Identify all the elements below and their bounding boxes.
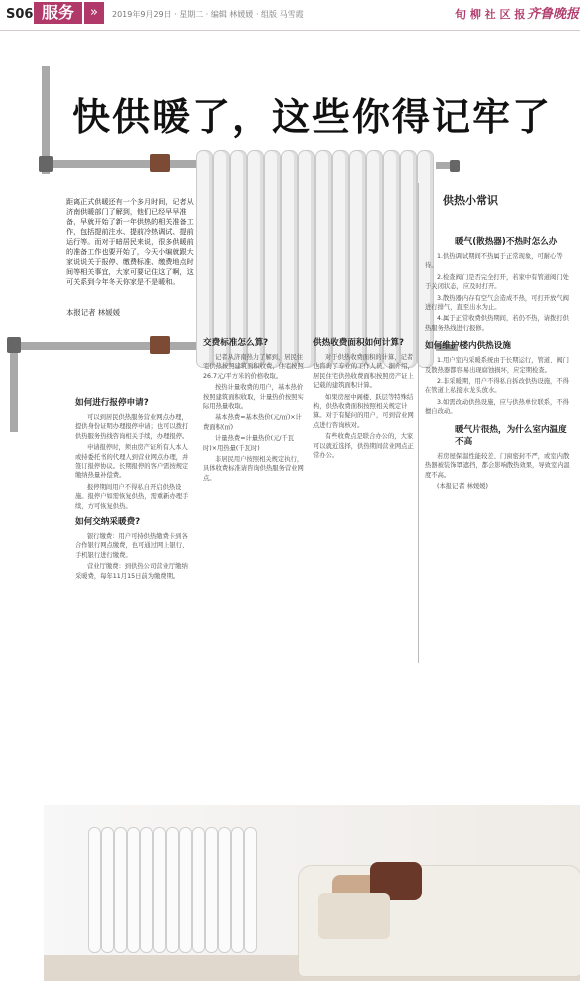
headline: 快供暖了，这些你得记牢了 — [72, 95, 553, 139]
throw-blanket — [318, 893, 390, 939]
paragraph: 3.如需改动供热设施，应与供热单位联系，不得擅自改动。 — [425, 398, 569, 416]
living-room-photo — [44, 805, 580, 981]
section-heading: 如何交纳采暖费? — [75, 517, 141, 528]
pipe-elbow — [450, 160, 460, 172]
paragraph: 若房屋保温性能较差、门窗密封不严，或室内散热器被装饰罩遮挡，都会影响散热效果，导致室内温度不高。 — [425, 452, 570, 479]
radiator-photo-fin — [166, 827, 179, 953]
radiator-photo-fin — [218, 827, 231, 953]
sidebar-heading: 暖气片很热，为什么室内温度不高 — [455, 424, 567, 447]
sidebar-heading: 暖气(散热器)不热时怎么办 — [455, 237, 558, 247]
pipe-horizontal-top — [42, 160, 202, 168]
pipe-joint — [39, 156, 53, 172]
page-header — [0, 0, 580, 31]
radiator-photo-fin — [140, 827, 153, 953]
paragraph: 申请报停时，须由房产证所有人本人或持委托书的代理人到营业网点办理，并签订报停协议。长期报停的客户需按规定缴纳热量补偿费。 — [75, 444, 189, 480]
article-column-2 — [203, 332, 305, 804]
paragraph: 2.检查阀门是否完全打开，若家中有管道阀门处于关闭状态，应及时打开。 — [425, 273, 569, 291]
article-intro: 距离正式供暖还有一个多月时间，记者从济南供暖部门了解到，他们已经早早准备，早就开始了新一年供热的相关准备工作，包括提前注水、提前冷热调试、提前运行等。而对于暗居民来说，很多供暖前的准备工作也要开始了，今天小编就跟大家说说关于报停、缴费标准、缴费地点时间等相关事宜，大家可要记住这了啊，这可关系到今年冬天你家是不是暖和。 — [66, 197, 194, 286]
sidebar-title: 供热小常识 — [443, 194, 498, 207]
section-label: 服务 — [34, 2, 82, 24]
section-heading: 交费标准怎么算? — [203, 338, 269, 348]
paragraph: 2.非采暖期，用户不得私自拆改供热设施，不得在管道上私接水龙头放水。 — [425, 378, 569, 395]
paragraph: 银行缴费：用户可持供热缴费卡到各合作银行网点缴费，也可通过网上银行、手机银行进行缴费。 — [75, 533, 189, 559]
radiator-photo-fin — [101, 827, 114, 953]
radiator-photo-fin — [244, 827, 257, 953]
chevron-right-icon: » — [84, 2, 104, 24]
radiator-photo-fin — [205, 827, 218, 953]
paragraph: 按热计量收费的用户，基本热价按照建筑面积收取，计量热价按照实际用热量收取。 — [203, 384, 304, 411]
paragraph: 1.用户室内采暖系统由于长期运行，管道、阀门及散热器都容易出现腐蚀损坏，应定期检查。 — [425, 357, 569, 374]
column-title: 旬 柳 社 区 报 — [455, 8, 526, 21]
formula: 计量热费=计量热价(元/千瓦时)×用热量(千瓦时) — [203, 435, 295, 452]
page-number: S06 — [6, 7, 34, 22]
formula: 基本热费=基本热价(元/㎡)×计费面积(㎡) — [203, 414, 302, 431]
radiator-photo-fin — [179, 827, 192, 953]
paragraph: 如果房屋中阁楼、跃层等特殊结构，供热收费面积按照相关规定计算。对于有疑问的用户，可到营业网点进行咨询核对。 — [313, 393, 414, 429]
paragraph: 记者从济南热力了解到，居民住宅供热按照建筑面积收费，住宅按照26.7元/平方米的价格收取。 — [203, 354, 304, 380]
article-byline: 本报记者 林媛媛 — [66, 308, 121, 317]
radiator-photo-fin — [127, 827, 140, 953]
radiator-photo-fin — [231, 827, 244, 953]
paragraph: 非居民用户按照相关规定执行，具体收费标准请咨询供热服务营业网点。 — [203, 456, 304, 482]
sidebar-heading: 如何维护楼内供热设施 — [425, 341, 511, 352]
article-column-3 — [313, 332, 415, 810]
newspaper-logo: 齐鲁晚报 — [527, 7, 580, 22]
section-heading: 如何进行报停申请? — [75, 398, 149, 408]
valve-icon-bottom — [150, 336, 170, 354]
column-divider — [418, 183, 419, 663]
article-column-1 — [75, 392, 193, 807]
paragraph: 3.散热器内存有空气会造成不热，可打开放气阀进行排气，直至出水为止。 — [425, 294, 569, 312]
radiator-photo — [88, 827, 272, 951]
section-heading: 供热收费面积如何计算? — [313, 338, 404, 348]
paragraph: 有些收费点是联合办公的，大家可以就近选择，供热期间营业网点正常办公。 — [313, 433, 414, 460]
valve-icon — [150, 154, 170, 172]
radiator-photo-fin — [88, 827, 101, 953]
radiator-photo-fin — [153, 827, 166, 953]
pipe-down-left — [10, 342, 18, 432]
paragraph: 1.供热调试期间不热属于正常现象，可耐心等待。 — [425, 253, 563, 270]
paragraph: 对于供热收费面积的计算，记者也咨询了专业的工作人员。据介绍，居民住宅供热收费面积按照房产证上记载的建筑面积计算。 — [313, 354, 414, 390]
pipe-horizontal-bottom — [10, 342, 202, 350]
radiator-photo-fin — [114, 827, 127, 953]
paragraph: 可以到居民供热服务营业网点办理，提供身份证明办理报停申请；也可以拨打供热服务热线咨询相关手续，办理报停。 — [75, 414, 189, 440]
sidebar-tips — [425, 178, 575, 668]
radiator-photo-fin — [192, 827, 205, 953]
paragraph: 营业厅缴费：到供热公司营业厅缴纳采暖费，每年11月15日前为缴费期。 — [75, 563, 188, 580]
paragraph: 报停期间用户不得私自开启供热设施。报停户如需恢复供热，需重新办理手续，方可恢复供热。 — [75, 483, 189, 510]
paragraph: 4.属于正常收费供热期间，若仍不热，请拨打供热服务热线进行报修。 — [425, 315, 569, 332]
issue-meta: 2019年9月29日 · 星期二 · 编辑 林媛媛 · 组版 马雪霞 — [112, 10, 304, 19]
sidebar-byline: (本报记者 林媛媛) — [437, 482, 488, 490]
pipe-joint-bottom — [7, 337, 21, 353]
